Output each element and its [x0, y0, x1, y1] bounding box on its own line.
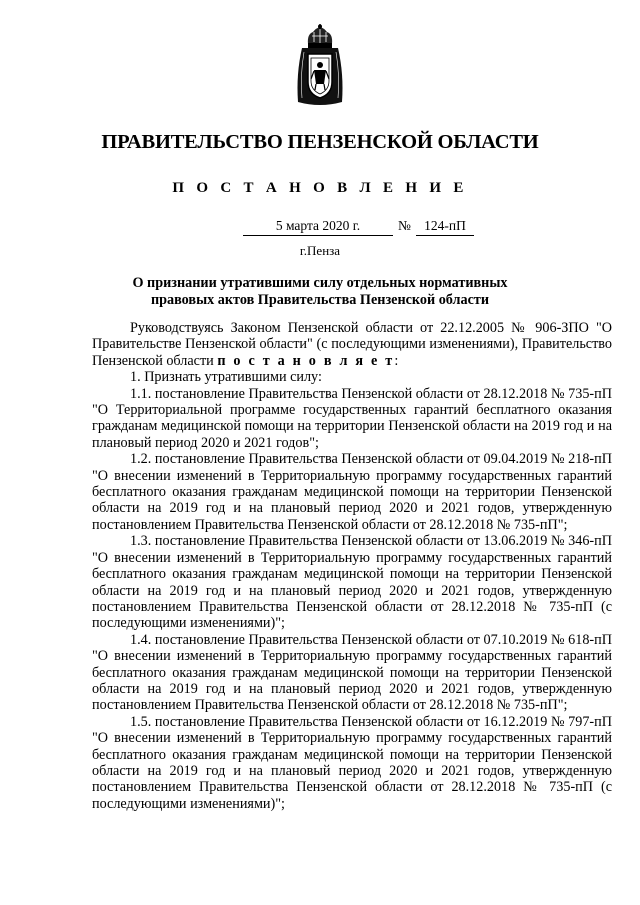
date-underline	[243, 235, 393, 236]
document-type: П О С Т А Н О В Л Е Н И Е	[172, 180, 468, 196]
document-date: 5 марта 2020 г.	[275, 218, 361, 233]
coat-of-arms-svg	[292, 24, 348, 108]
preamble-paragraph	[92, 320, 612, 369]
authority-name: ПРАВИТЕЛЬСТВО ПЕНЗЕНСКОЙ ОБЛАСТИ	[101, 131, 539, 153]
item-1: 1. Признать утратившими силу:	[130, 369, 322, 386]
title-line-1: О признании утратившими силу отдельных нормативных	[132, 275, 508, 291]
date-number-line	[0, 218, 640, 238]
preamble-verb: п о с т а н о в л я е т	[217, 352, 395, 369]
document-place: г.Пенза	[299, 243, 341, 258]
item-1-4: 1.4. постановление Правительства Пензенской области от 07.10.2019 № 618-пП "О внесении изменений в Территориальную программу государственных гарантий бесплатного оказания гражданам медицинской помощи на территории Пензенской области на 2019 год и на плановый период 2020 и 2021 годов, утвержденную постановлением Правительства Пензенской области от 28.12.2018 № 735-пП";	[92, 631, 612, 714]
item-1-5: 1.5. постановление Правительства Пензенской области от 16.12.2019 № 797-пП "О внесении изменений в Территориальную программу государственных гарантий бесплатного оказания гражданам медицинской помощи на территории Пензенской области на 2019 год и на плановый период 2020 и 2021 годов, утвержденную постановлением Правительства Пензенской области от 28.12.2018 № 735-пП (с последующими изменениями)";	[92, 713, 612, 812]
number-underline	[416, 235, 474, 236]
item-1-3: 1.3. постановление Правительства Пензенской области от 13.06.2019 № 346-пП "О внесении изменений в Территориальную программу государственных гарантий бесплатного оказания гражданам медицинской помощи на территории Пензенской области на 2019 год и на плановый период 2020 и 2021 годов, утвержденную постановлением Правительства Пензенской области от 28.12.2018 № 735-пП (с последующими изменениями)";	[92, 533, 612, 632]
item-1-2: 1.2. постановление Правительства Пензенской области от 09.04.2019 № 218-пП "О внесении изменений в Территориальную программу государственных гарантий бесплатного оказания гражданам медицинской помощи на территории Пензенской области на 2019 год и на плановый период 2020 и 2021 годов, утвержденную постановлением Правительства Пензенской области от 28.12.2018 № 735-пП";	[92, 451, 612, 533]
number-sign: №	[398, 218, 411, 233]
item-1-1: 1.1. постановление Правительства Пензенской области от 28.12.2018 № 735-пП "О Территориальной программе государственных гарантий бесплатного оказания гражданам медицинской помощи на территории Пензенской области на 2019 год и на плановый период 2020 и 2021 годов";	[92, 385, 612, 451]
preamble-colon: :	[394, 352, 399, 369]
coat-of-arms-icon	[292, 24, 348, 108]
title-line-2: правовых актов Правительства Пензенской области	[150, 291, 490, 308]
document-title	[110, 275, 530, 308]
document-body	[92, 320, 612, 812]
preamble-text: Руководствуясь Законом Пензенской области от 22.12.2005 № 906-ЗПО "О Правительстве Пензенской области" (с последующими изменениями), Правительство Пензенской области	[92, 320, 612, 369]
document-number: 124-пП	[424, 218, 466, 233]
